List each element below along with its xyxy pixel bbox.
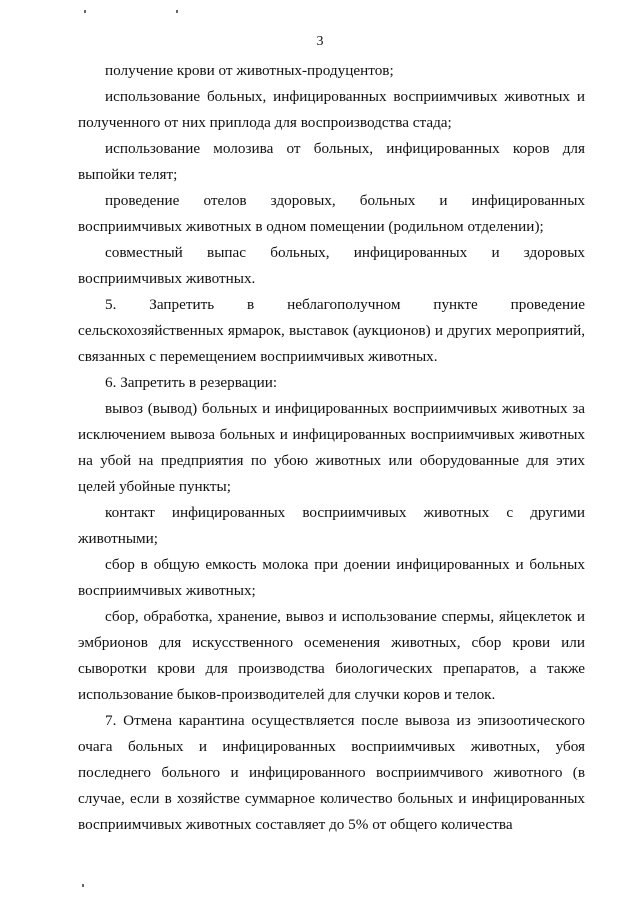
paragraph-sperm-collection: сбор, обработка, хранение, вывоз и использование спермы, яйцеклеток и эмбрионов для искусственного осеменения животных, сбор крови или сыворотки крови для производства биологических препаратов, а также использование быков-производителей для случки коров и телок.: [78, 608, 585, 703]
paragraph-contact-ban: контакт инфицированных восприимчивых животных с другими животными;: [78, 504, 585, 547]
paragraph-use-of-sick-animals: использование больных, инфицированных восприимчивых животных и полученного от них приплода для воспроизводства стада;: [78, 88, 585, 131]
paragraph-item-6: 6. Запретить в резервации:: [105, 374, 278, 391]
paragraph-calving: проведение отелов здоровых, больных и инфицированных восприимчивых животных в одном помещении (родильном отделении);: [78, 192, 585, 235]
scan-speck: [84, 10, 86, 13]
page-number: 3: [316, 34, 324, 49]
paragraph-colostrum: использование молозива от больных, инфицированных коров для выпойки телят;: [78, 140, 585, 183]
scan-speck: [176, 10, 178, 13]
paragraph-export-ban: вывоз (вывод) больных и инфицированных восприимчивых животных за исключением вывоза больных и инфицированных восприимчивых животных на убой на предприятия по убою животных или оборудованные для этих целей убойные пункты;: [78, 400, 585, 495]
paragraph-item-7: 7. Отмена карантина осуществляется после вывоза из эпизоотического очага больных и инфицированных восприимчивых животных, убоя последнего больного и инфицированного восприимчивого животного (в случае, если в хозяйстве суммарное количество больных и инфицированных восприимчивых животных составляет до 5% от общего количества: [78, 712, 585, 833]
document-body: [78, 58, 585, 838]
paragraph-blood-collection: получение крови от животных-продуцентов;: [105, 62, 394, 79]
paragraph-milk-collection: сбор в общую емкость молока при доении инфицированных и больных восприимчивых животных;: [78, 556, 585, 599]
paragraph-joint-grazing: совместный выпас больных, инфицированных и здоровых восприимчивых животных.: [78, 244, 585, 287]
paragraph-item-5: 5. Запретить в неблагополучном пункте проведение сельскохозяйственных ярмарок, выставок (аукционов) и других мероприятий, связанных с перемещением восприимчивых животных.: [78, 296, 585, 365]
scan-speck: [82, 884, 84, 887]
